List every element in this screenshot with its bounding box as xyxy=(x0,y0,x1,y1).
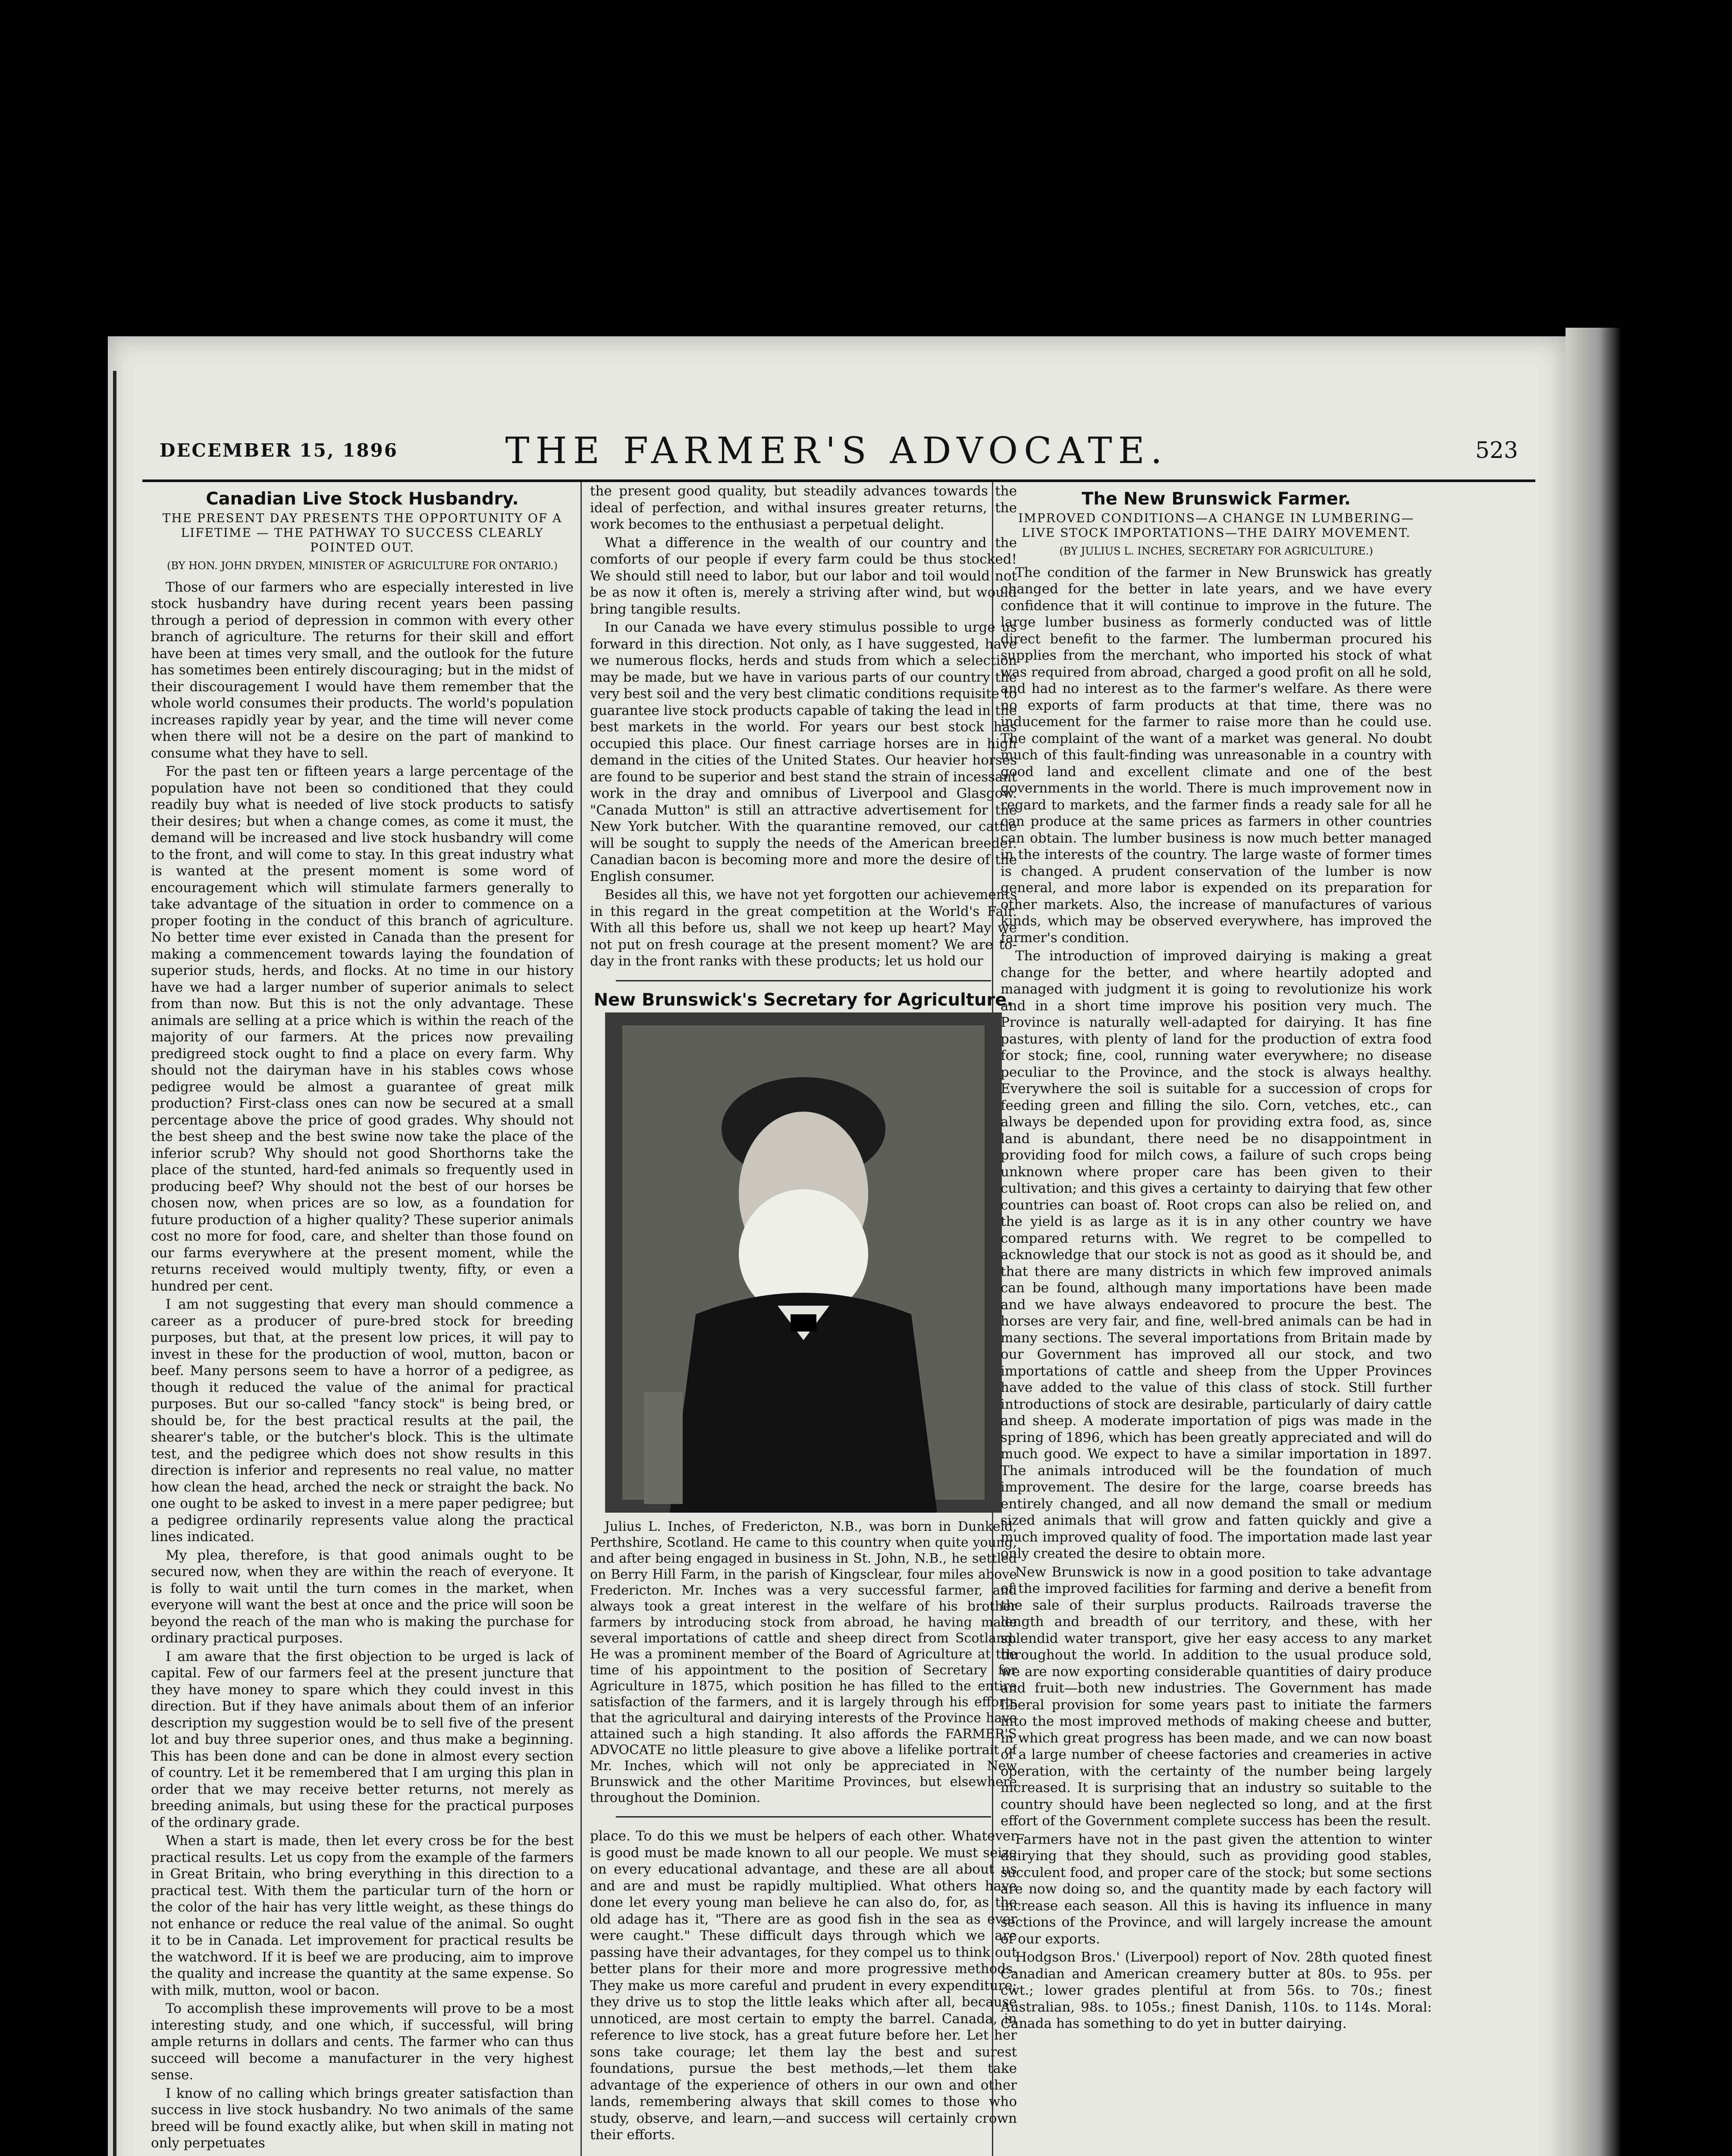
paragraph: When a start is made, then let every cross be for the best practical results. Let us copy from the example of the farmers in Great Britain, who bring everything in this direction to a practical test. With them the particular turn of the horn or the color of the hair has very little weight, as these things do not enhance or reduce the real value of the animal. So ought it to be in Canada. Let improvement for practical results be the watchword. If it is beef we are producing, aim to improve the quality and increase the quantity at the same expense. So with milk, mutton, wool or bacon. xyxy=(151,1833,574,1998)
masthead xyxy=(129,427,1544,479)
paragraph: Those of our farmers who are especially interested in live stock husbandry have during recent years been passing through a period of depression in common with every other branch of agriculture. The returns for their skill and effort have been at times very small, and the outlook for the future has sometimes been entirely discouraging; but in the midst of their discouragement I would have them remember that the whole world consumes their products. The world's population increases rapidly year by year, and the time will never come when there will not be a desire on the part of mankind to consume what they have to sell. xyxy=(151,579,574,761)
paragraph: New Brunswick is now in a good position to take advantage of the improved facilities for farming and derive a benefit from the sale of their surplus products. Railroads traverse the length and breadth of our territory, and these, with her splendid water transport, give her easy access to any market throughout the world. In addition to the usual produce sold, we are now exporting considerable quantities of dairy produce and fruit—both new industries. The Government has made liberal provision for some years past to initiate the farmers into the most improved methods of making cheese and butter, in which great progress has been made, and we can now boast of a large number of cheese factories and creameries in active operation, with the certainty of the number being largely increased. It is surprising that an industry so suitable to the country should have been neglected so long, and at the first effort of the Government complete success has been the result. xyxy=(1001,1564,1432,1829)
portrait-image xyxy=(605,1012,1002,1513)
section-rule xyxy=(616,980,991,981)
paragraph: I am not suggesting that every man should commence a career as a producer of pure-bred stock for breeding purposes, but that, at the present low prices, it will pay to invest in these for the production of wool, mutton, bacon or beef. Many persons seem to have a horror of a pedigree, as though it reduced the value of the animal for practical purposes. But our so-called "fancy stock" is being bred, or should be, for the best practical results at the pail, the shearer's table, or the butcher's block. This is the ultimate test, and the pedigree which does not show results in this direction is inferior and represents no real value, no matter how clean the head, arched the neck or straight the back. No one ought to be asked to invest in a mere paper pedigree; but a pedigree ordinarily represents value along the practical lines indicated. xyxy=(151,1297,574,1545)
page-number: 523 xyxy=(1475,438,1518,464)
paragraph: the present good quality, but steadily advances towards the ideal of perfection, and withal insures greater returns, the work becomes to the enthusiast a perpetual delight. xyxy=(590,483,1017,532)
portrait-caption: Julius L. Inches, of Fredericton, N.B., was born in Dunkeld, Perthshire, Scotland. He came to this country when quite young, and after being engaged in business in St. John, N.B., he settled on Berry Hill Farm, in the parish of Kingsclear, four miles above Fredericton. Mr. Inches was a very successful farmer, and always took a great interest in the welfare of his brother farmers by introducing stock from abroad, he having made several importations of cattle and sheep direct from Scotland. He was a prominent member of the Board of Agriculture at the time of his appointment to the position of Secretary for Agriculture in 1875, which position he has filled to the entire satisfaction of the farmers, and it is largely through his efforts that the agricultural and dairying interests of the Province have attained such a high standing. It also affords the FARMER'S ADVOCATE no little pleasure to give above a lifelike portrait of Mr. Inches, which will not only be appreciated in New Brunswick and the other Maritime Provinces, but elsewhere throughout the Dominion. xyxy=(590,1519,1017,1805)
article-deck: THE PRESENT DAY PRESENTS THE OPPORTUNITY OF A LIFETIME — THE PATHWAY TO SUCCESS CLEARLY POINTED OUT. xyxy=(162,511,562,555)
market-note: Hodgson Bros.' (Liverpool) report of Nov. 28th quoted finest Canadian and American creamery butter at 80s. to 95s. per cwt.; lower grades plentiful at from 56s. to 70s.; finest Australian, 98s. to 105s.; finest Danish, 110s. to 114s. Moral: Canada has something to do yet in butter dairying. xyxy=(1001,1949,1432,2031)
paragraph: place. To do this we must be helpers of each other. Whatever is good must be made known to all our people. We must seize on every educational advantage, and these are all about us and are and must be rapidly multiplied. What others have done let every young man believe he can also do, for, as the old adage has it, "There are as good fish in the sea as ever were caught." These difficult days through which we are passing have their advantages, for they compel us to think out better plans for their more and more progressive methods. They make us more careful and prudent in every expenditure; they drive us to stop the little leaks which after all, because unnoticed, are most certain to empty the barrel. Canada, in reference to live stock, has a great future before her. Let her sons take courage; let them lay the best and surest foundations, pursue the best methods,—let them take advantage of the experience of others in our own and other lands, remembering always that skill comes to those who study, observe, and learn,—and success will certainly crown their efforts. xyxy=(590,1828,1017,2143)
article-deck: IMPROVED CONDITIONS—A CHANGE IN LUMBERING—LIVE STOCK IMPORTATIONS—THE DAIRY MOVEMENT. xyxy=(1018,511,1415,540)
paragraph: I am aware that the first objection to be urged is lack of capital. Few of our farmers feel at the present juncture that they have money to spare which they could invest in this direction. But if they have animals about them of an inferior description my suggestion would be to sell five of the present lot and buy three superior ones, and thus make a beginning. This has been done and can be done in almost every section of country. Let it be remembered that I am urging this plan in order that we may receive better returns, not merely as breeding animals, but using these for the practical purposes of the ordinary grade. xyxy=(151,1648,574,1830)
section-rule xyxy=(616,1816,991,1818)
article-byline: (BY JULIUS L. INCHES, SECRETARY FOR AGRICULTURE.) xyxy=(1059,545,1373,557)
paragraph: I know of no calling which brings greater satisfaction than success in live stock husbandry. No two animals of the same breed will be found exactly alike, but when skill in mating not only perpetuates xyxy=(151,2085,574,2151)
column-rule xyxy=(580,482,582,2156)
issue-date: DECEMBER 15, 1896 xyxy=(160,440,398,461)
column-3 xyxy=(1001,483,1432,2156)
paragraph: For the past ten or fifteen years a large percentage of the population have not been so conditioned that they could readily buy what is needed of live stock products to satisfy their desires; but when a change comes, as come it must, the demand will be increased and live stock husbandry will come to the front, and will come to stay. In this great industry what is wanted at the present moment is some word of encouragement which will stimulate farmers generally to take advantage of the situation in order to commence on a proper footing in the conduct of this branch of agriculture. No better time ever existed in Canada than the present for making a commencement towards laying the foundation of superior studs, herds, and flocks. At no time in our history have we had a larger number of superior animals to select from than now. But this is not the only advantage. These animals are selling at a price which is within the reach of the majority of our farmers. At the prices now prevailing predigreed stock ought to find a place on every farm. Why should not the dairyman have in his stables cows whose pedigree would be almost a guarantee of great milk production? First-class ones can now be secured at a small percentage above the price of good grades. Why should not the best sheep and the best swine now take the place of the inferior scrub? Why should not good Shorthorns take the place of the stunted, hard-fed animals so frequently used in producing beef? Why should not the best of our horses be chosen now, when prices are so low, as a foundation for future production of a higher quality? These superior animals cost no more for food, care, and shelter than those found on our farms everywhere at the present moment, while the returns received would multiply twenty, fifty, or even a hundred per cent. xyxy=(151,764,574,1294)
paragraph: The condition of the farmer in New Brunswick has greatly changed for the better in late years, and we have every confidence that it will continue to improve in the future. The large lumber business as formerly conducted was of little direct benefit to the farmer. The lumberman procured his supplies from the merchant, who imported his stock of what was required from abroad, charged a good profit on all he sold, and had no interest as to the farmer's welfare. As there were no exports of farm products at that time, there was no inducement for the farmer to raise more than he could use. The complaint of the want of a market was general. No doubt much of this fault-finding was unreasonable in a country with good land and excellent climate and one of the best governments in the world. There is much improvement now in regard to markets, and the farmer finds a ready sale for all he can produce at the same prices as farmers in other countries can obtain. The lumber business is now much better managed in the interests of the country. The large waste of former times is changed. A prudent conservation of the lumber is now general, and more labor is expended on its preparation for other markets. Also, the increase of manufactures of various kinds, which may be observed everywhere, has improved the farmer's condition. xyxy=(1001,564,1432,946)
paper-title: THE FARMER'S ADVOCATE. xyxy=(505,429,1168,472)
paragraph: Besides all this, we have not yet forgotten our achievements in this regard in the great competition at the World's Fair. With all this before us, shall we not keep up heart? May we not put on fresh courage at the present moment? We are to-day in the front ranks with these products; let us hold our xyxy=(590,887,1017,969)
paragraph: The introduction of improved dairying is making a great change for the better, and where heartily adopted and managed with judgment it is going to revolutionize his work and in a short time improve his position very much. The Province is naturally well-adapted for dairying. It has fine pastures, with plenty of land for the production of extra food for stock; fine, cool, running water everywhere; no disease peculiar to the Province, and the stock is always healthy. Everywhere the soil is suitable for a succession of crops for feeding green and filling the silo. Corn, vetches, etc., can always be depended upon for providing extra food, as, since land is abundant, there need be no disappointment in providing food for milch cows, a failure of such crops being unknown where proper care has been given to their cultivation; and this gives a certainty to dairying that few other countries can boast of. Root crops can also be relied on, and the yield is as large as it is in any other country we have compared returns with. We regret to be compelled to acknowledge that our stock is not as good as it should be, and that there are many districts in which few improved animals can be found, although many importations have been made and we have always endeavored to procure the best. The horses are very fair, and fine, well-bred animals can be had in many sections. The several importations from Britain made by our Government has improved all our stock, and two importations of cattle and sheep from the Upper Provinces have added to the value of this class of stock. Still further introductions of stock are desirable, particularly of dairy cattle and sheep. A moderate importation of pigs was made in the spring of 1896, which has been greatly appreciated and will do much good. We expect to have a similar importation in 1897. The animals introduced will be the foundation of much improvement. The desire for the large, coarse breeds has entirely changed, and all now demand the small or medium sized animals that will grow and fatten quickly and give a much improved quality of food. The importation made last year only created the desire to obtain more. xyxy=(1001,948,1432,1561)
binding-rule xyxy=(113,371,116,2156)
portrait-photo xyxy=(605,1012,1002,1513)
paragraph: To accomplish these improvements will prove to be a most interesting study, and one which, if successful, will bring ample returns in dollars and cents. The farmer who can thus succeed will become a manufacturer in the very highest sense. xyxy=(151,2001,574,2083)
page-edge-shadow xyxy=(1566,328,1622,2156)
article-byline: (BY HON. JOHN DRYDEN, MINISTER OF AGRICULTURE FOR ONTARIO.) xyxy=(167,559,558,572)
article-title: Canadian Live Stock Husbandry. xyxy=(206,489,519,509)
masthead-rule xyxy=(142,479,1535,482)
column-1 xyxy=(151,483,574,2156)
paragraph: What a difference in the wealth of our country and the comforts of our people if every farm could be thus stocked! We should still need to labor, but our labor and toil would not be as now it often is, merely a striving after wind, but would bring tangible results. xyxy=(590,535,1017,617)
column-2 xyxy=(590,483,1017,2156)
paragraph: Farmers have not in the past given the attention to winter dairying that they should, such as providing good stables, succulent food, and proper care of the stock; but some sections are now doing so, and the quantity made by each factory will increase each season. All this is having its influence in many sections of the Province, and will largely increase the amount of our exports. xyxy=(1001,1831,1432,1947)
feature-title: New Brunswick's Secretary for Agriculture. xyxy=(593,990,1013,1010)
paragraph: My plea, therefore, is that good animals ought to be secured now, when they are within the reach of everyone. It is folly to wait until the turn comes in the market, when everyone will want the best at once and the price will soon be beyond the reach of the man who is making the purchase for ordinary practical purposes. xyxy=(151,1547,574,1646)
paragraph: In our Canada we have every stimulus possible to urge us forward in this direction. Not only, as I have suggested, have we numerous flocks, herds and studs from which a selection may be made, but we have in various parts of our country the very best soil and the very best climatic conditions requisite to guarantee live stock products capable of taking the lead in the best markets in the world. For years our best stock has occupied this place. Our finest carriage horses are in high demand in the cities of the United States. Our heavier horses are found to be superior and best stand the strain of incessant work in the dray and omnibus of Liverpool and Glasgow. "Canada Mutton" is still an attractive advertisement for the New York butcher. With the quarantine removed, our cattle will be sought to supply the needs of the American breeder. Canadian bacon is becoming more and more the desire of the English consumer. xyxy=(590,620,1017,884)
article-title: The New Brunswick Farmer. xyxy=(1082,489,1351,509)
